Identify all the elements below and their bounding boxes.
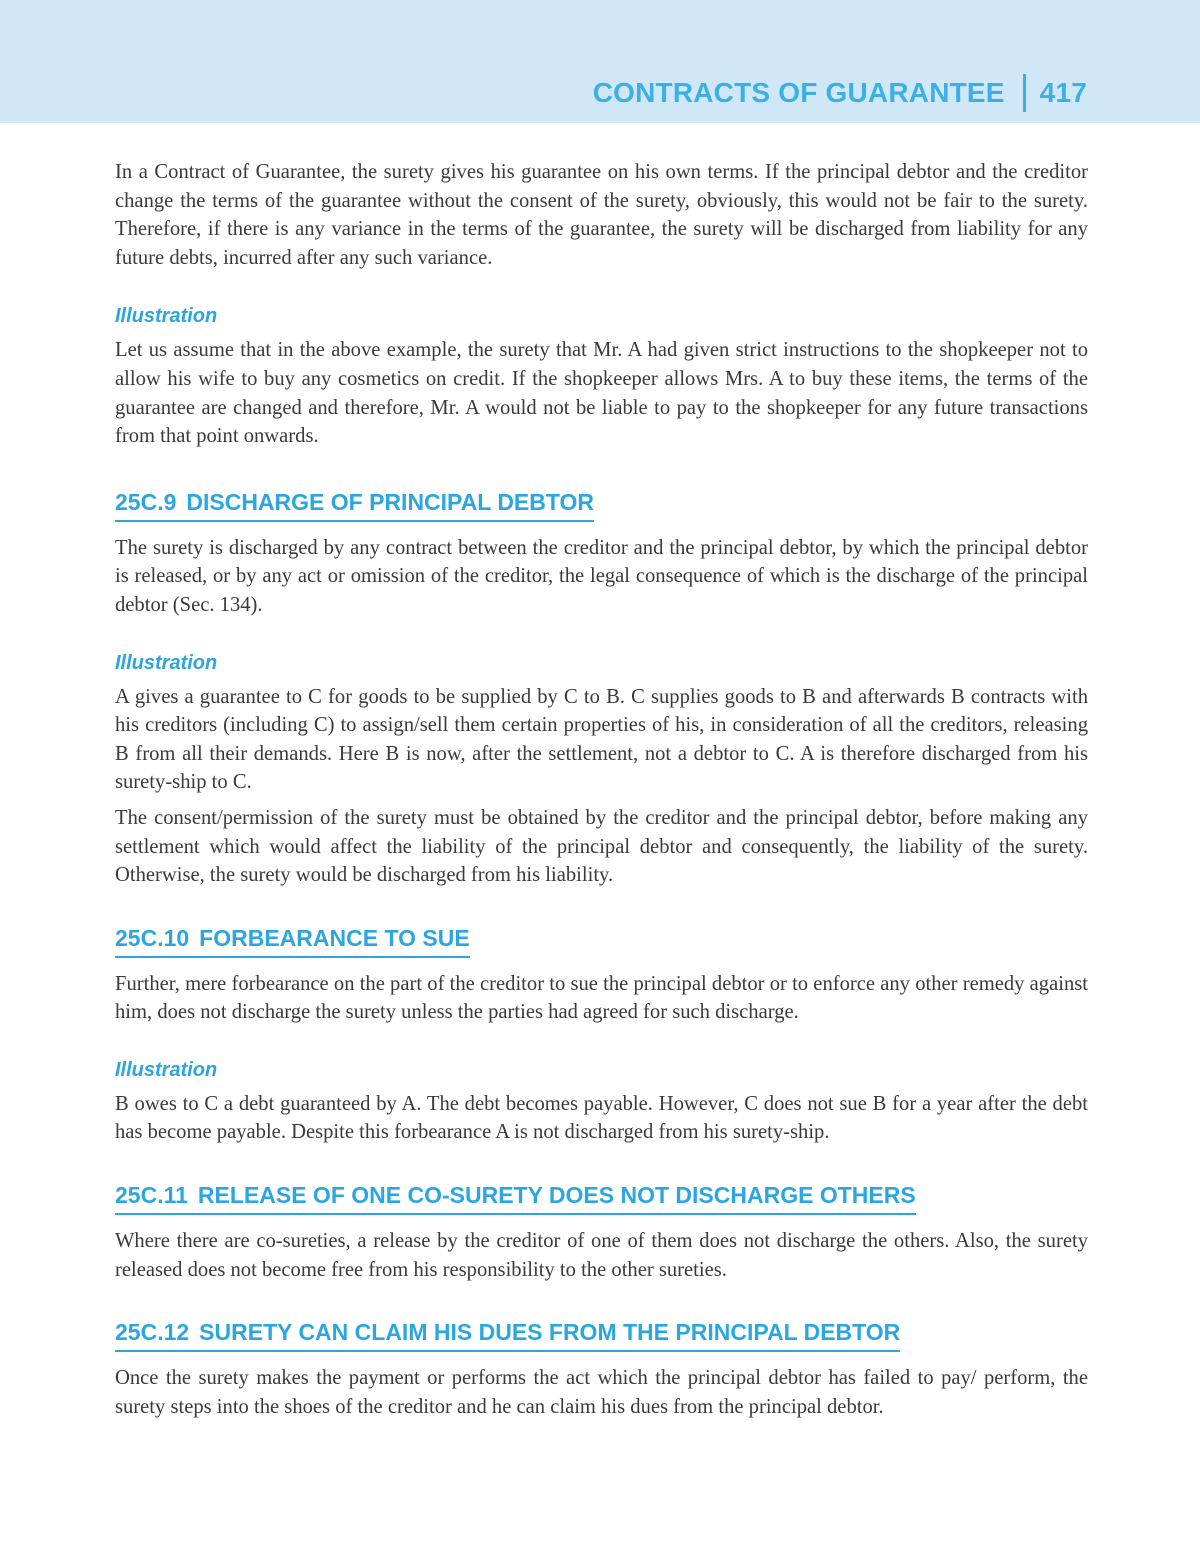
illustration-label: Illustration bbox=[115, 651, 218, 674]
page-number: 417 bbox=[1039, 77, 1087, 108]
paragraph-illustration-cosmetics: Let us assume that in the above example, the surety that Mr. A had given strict instructions to the shopkeeper not to allow his wife to buy any cosmetics on credit. If the shopkeeper allows Mrs. A to buy these items, the terms of the guarantee are changed and therefore, Mr. A would not be liable to pay to the shopkeeper for any future transactions from that point onwards. bbox=[115, 339, 1088, 448]
section-number: 25C.9 bbox=[115, 488, 177, 515]
section-25c11 bbox=[115, 1182, 1088, 1215]
running-head bbox=[593, 74, 1087, 112]
paragraph-illustration-debt: B owes to C a debt guaranteed by A. The debt becomes payable. However, C does not sue B for a year after the debt has become payable. Despite this forbearance A is not discharged from his surety-ship. bbox=[115, 1092, 1088, 1144]
section-25c10 bbox=[115, 925, 1088, 958]
section-title: DISCHARGE OF PRINCIPAL DEBTOR bbox=[186, 488, 595, 515]
running-head-divider bbox=[1023, 74, 1026, 112]
illustration-label: Illustration bbox=[115, 305, 218, 328]
section-number: 25C.10 bbox=[115, 924, 190, 951]
paragraph-illustration-goods: A gives a guarantee to C for goods to be supplied by C to B. C supplies goods to B and afterwards B contracts with his creditors (including C) to assign/sell them certain properties of his, in consideration of all the creditors, releasing B from all their demands. Here B is now, after the settlement, not a debtor to C. A is therefore discharged from his surety-ship to C. bbox=[115, 685, 1088, 794]
section-heading-25c12 bbox=[115, 1319, 900, 1352]
paragraph-forbearance: Further, mere forbearance on the part of the creditor to sue the principal debtor or to enforce any other remedy against him, does not discharge the surety unless the parties had agreed for such discharge. bbox=[115, 972, 1088, 1024]
section-heading-25c11 bbox=[115, 1182, 916, 1215]
paragraph-co-sureties: Where there are co-sureties, a release by the creditor of one of them does not discharge the others. Also, the surety released does not become free from his responsibility to the other sureties. bbox=[115, 1230, 1088, 1281]
page-content bbox=[115, 158, 1088, 1421]
paragraph-variance: In a Contract of Guarantee, the surety gives his guarantee on his own terms. If the principal debtor and the creditor change the terms of the guarantee without the consent of the surety, obviously, this would not be fair to the surety. Therefore, if there is any variance in the terms of the guarantee, the surety will be discharged from liability for any future debts, incurred after any such variance. bbox=[115, 161, 1088, 269]
paragraph-claim-dues: Once the surety makes the payment or performs the act which the principal debtor has failed to pay/ perform, the surety steps into the shoes of the creditor and he can claim his dues from the principal debtor. bbox=[115, 1367, 1088, 1418]
section-title: RELEASE OF ONE CO-SURETY DOES NOT DISCHARGE OTHERS bbox=[197, 1182, 916, 1209]
paragraph-consent: The consent/permission of the surety must be obtained by the creditor and the principal debtor, before making any settlement which would affect the liability of the principal debtor and consequently, the liability of the surety. Otherwise, the surety would be discharged from his liability. bbox=[115, 806, 1088, 887]
section-title: SURETY CAN CLAIM HIS DUES FROM THE PRINCIPAL DEBTOR bbox=[199, 1319, 901, 1346]
section-heading-25c9 bbox=[115, 489, 594, 522]
section-25c9 bbox=[115, 489, 1088, 522]
section-number: 25C.12 bbox=[115, 1319, 190, 1346]
running-head-title: CONTRACTS OF GUARANTEE bbox=[592, 77, 1005, 108]
section-title: FORBEARANCE TO SUE bbox=[199, 924, 470, 951]
section-25c12 bbox=[115, 1319, 1088, 1352]
paragraph-discharge: The surety is discharged by any contract between the creditor and the principal debtor, by which the principal debtor is released, or by any act or omission of the creditor, the legal consequence of which is the discharge of the principal debtor (Sec. 134). bbox=[115, 536, 1088, 616]
illustration-label: Illustration bbox=[115, 1058, 218, 1081]
section-number: 25C.11 bbox=[115, 1182, 188, 1209]
section-heading-25c10 bbox=[115, 925, 470, 958]
